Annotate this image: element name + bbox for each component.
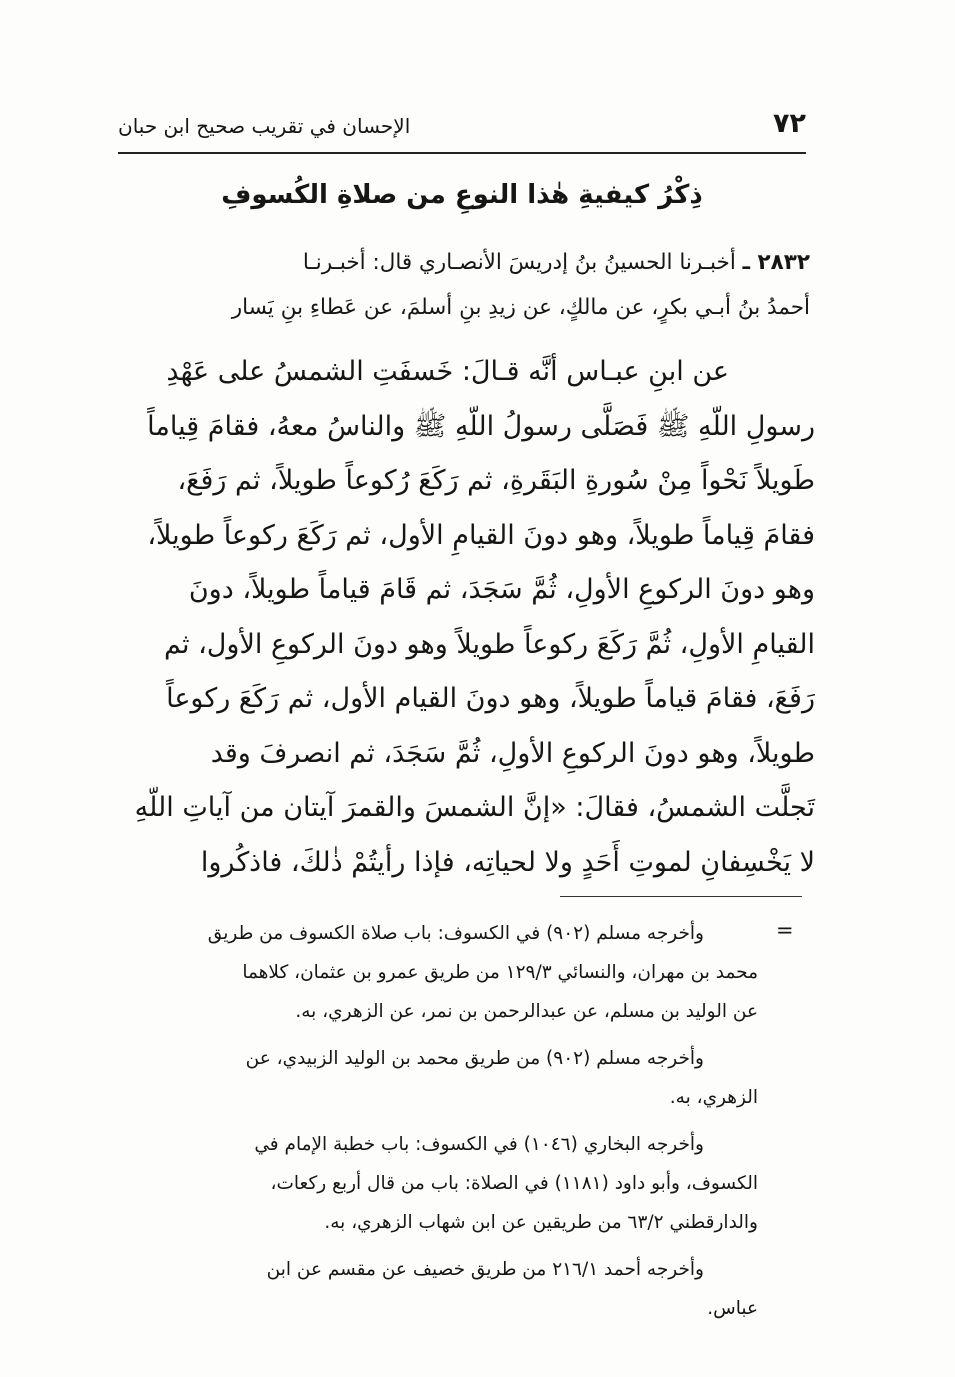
footnote-paragraph	[138, 1039, 758, 1117]
footnote-separator	[560, 896, 802, 897]
footnote-line: وأخرجه مسلم (٩٠٢) في الكسوف: باب صلاة الكسوف من طريق	[207, 923, 704, 944]
footnote-line: والدارقطني ٦٣/٢ من طريقين عن ابن شهاب الزهري، به.	[324, 1212, 758, 1233]
book-title: الإحسان في تقريب صحيح ابن حبان	[118, 114, 411, 138]
footnote-line: الكسوف، وأبو داود (١١٨١) في الصلاة: باب من قال أربع ركعات،	[270, 1173, 758, 1194]
page-number: ٧٢	[773, 108, 806, 139]
matn-line: طَويلاً نَحْواً مِنْ سُورةِ البَقَرةِ، ثم رَكَعَ رُكوعاً طويلاً، ثم رَفَعَ،	[177, 465, 815, 496]
footnote-line: وأخرجه البخاري (١٠٤٦) في الكسوف: باب خطبة الإمام في	[254, 1134, 704, 1155]
footnote-line: وأخرجه مسلم (٩٠٢) من طريق محمد بن الوليد الزبيدي، عن	[245, 1048, 704, 1069]
hadith-matn	[120, 345, 815, 890]
footnote-paragraph	[138, 1250, 758, 1328]
matn-line: لا يَخْسِفانِ لموتِ أَحَدٍ ولا لحياتِه، فإذا رأيتُمْ ذٰلكَ، فاذكُروا	[200, 846, 815, 878]
footnote-line: وأخرجه أحمد ٢١٦/١ من طريق خصيف عن مقسم عن ابن	[266, 1259, 704, 1280]
hadith-number: ٢٨٣٢ ـ	[742, 250, 810, 275]
footnote-line: الزهري، به.	[669, 1087, 758, 1108]
matn-line: عن ابنِ عبـاس أنَّه قـالَ: خَسفَتِ الشمسُ على عَهْدِ	[166, 356, 729, 387]
footnote-line: عن الوليد بن مسلم، عن عبدالرحمن بن نمر، عن الزهري، به.	[295, 1001, 758, 1022]
footnotes	[138, 914, 758, 1336]
matn-line: تَجلَّت الشمسُ، فقالَ: «إنَّ الشمسَ والقمرَ آيتان من آياتِ اللّهِ	[134, 792, 815, 823]
matn-line: وهو دونَ الركوعِ الأولِ، ثُمَّ سَجَدَ، ثم قَامَ قياماً طويلاً، دونَ	[188, 574, 815, 605]
hadith-isnad	[150, 240, 810, 330]
chapter-heading: ذِكْرُ كيفيةِ هٰذا النوعِ من صلاةِ الكُسوفِ	[221, 180, 703, 210]
matn-line: رسولِ اللّهِ ﷺ فَصَلَّى رسولُ اللّهِ ﷺ والناسُ معهُ، فقامَ قِياماً	[147, 410, 815, 442]
footnote-paragraph	[138, 914, 758, 1031]
footnote-line: عباس.	[707, 1298, 758, 1319]
running-header	[118, 100, 806, 148]
matn-line: رَفَعَ، فقامَ قياماً طويلاً، وهو دونَ القيام الأول، ثم رَكَعَ ركوعاً	[166, 683, 815, 714]
footnote-paragraph	[138, 1125, 758, 1242]
matn-line: فقامَ قِياماً طويلاً، وهو دونَ القيامِ الأول، ثم رَكَعَ ركوعاً طويلاً،	[147, 519, 815, 551]
matn-line: القيامِ الأولِ، ثُمَّ رَكَعَ ركوعاً طويلاً وهو دونَ الركوعِ الأول، ثم	[164, 628, 815, 660]
isnad-line-2: أحمدُ بنُ أبـي بكرٍ، عن مالكٍ، عن زيدِ بنِ أسلمَ، عن عَطاءِ بنِ يَسار	[231, 295, 810, 320]
footnote-continuation-mark: =	[776, 918, 794, 942]
footnote-line: محمد بن مهران، والنسائي ١٢٩/٣ من طريق عمرو بن عثمان، كلاهما	[242, 962, 758, 983]
isnad-line-1: ٢٨٣٢ ـ أخبـرنا الحسينُ بنُ إدريسَ الأنصـاري قال: أخبـرنـا	[302, 250, 810, 275]
matn-line: طويلاً، وهو دونَ الركوعِ الأولِ، ثُمَّ سَجَدَ، ثم انصرفَ وقد	[210, 737, 815, 769]
header-divider	[118, 152, 806, 154]
